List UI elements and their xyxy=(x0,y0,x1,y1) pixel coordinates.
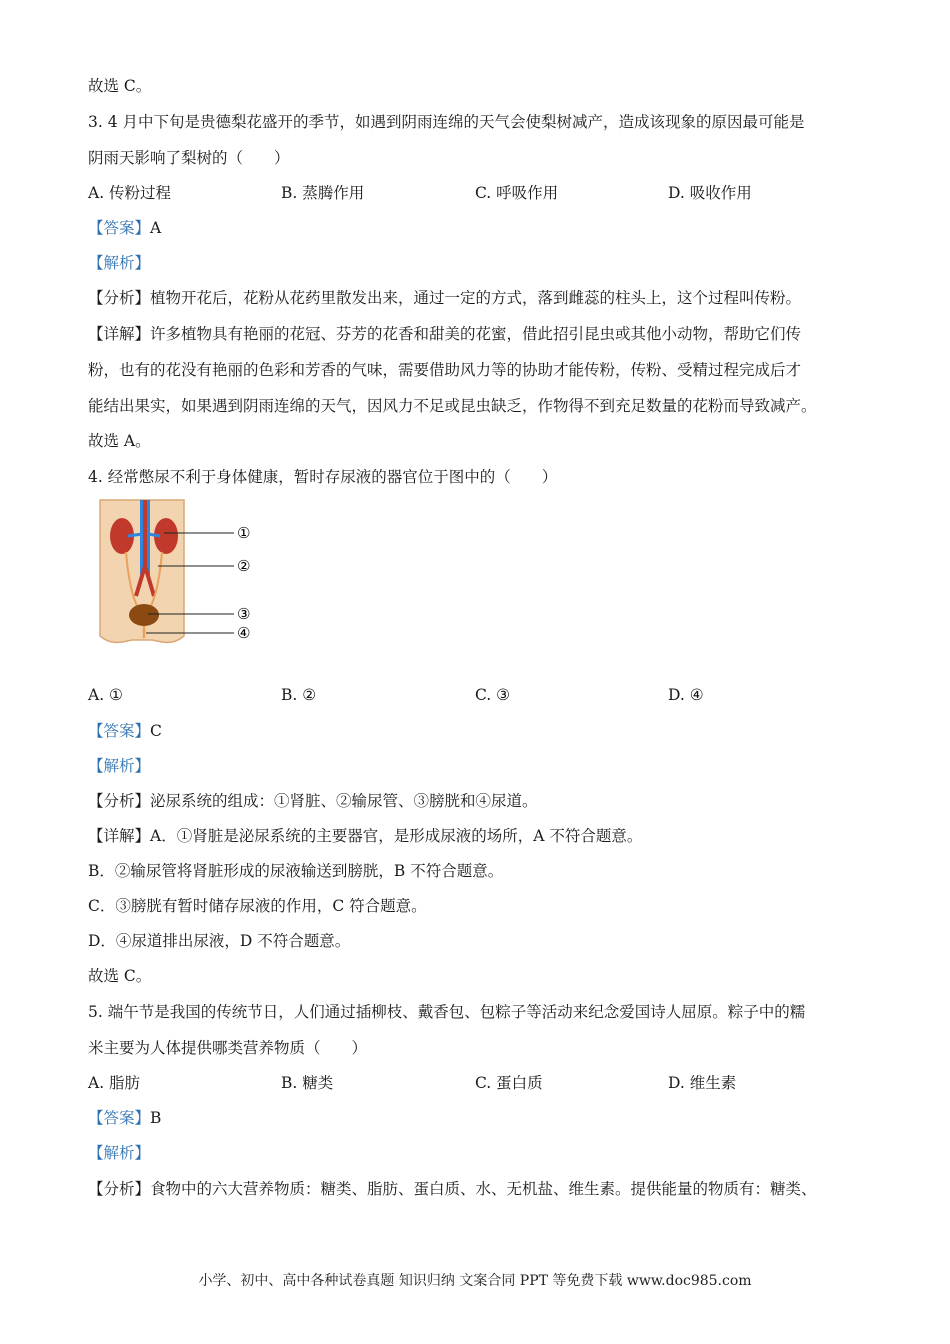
q3-fenxi xyxy=(88,288,801,308)
page-footer: 小学、初中、高中各种试卷真题 知识归纳 文案合同 PPT 等免费下载 www.doc985.com xyxy=(198,1273,752,1289)
q4-detail-b: B．②输尿管将肾脏形成的尿液输送到膀胱，B 不符合题意。 xyxy=(88,862,504,880)
q3-conclusion: 故选 A。 xyxy=(88,432,151,450)
urinary-system-diagram xyxy=(92,496,272,648)
xiangjie-text: A．①肾脏是泌尿系统的主要器官，是形成尿液的场所，A 不符合题意。 xyxy=(150,827,643,845)
q4-option-b: B. ② xyxy=(281,686,317,704)
question-5-line2: 米主要为人体提供哪类营养物质（ ） xyxy=(88,1039,368,1057)
q4-option-a: A. ① xyxy=(88,686,123,704)
bladder xyxy=(129,604,159,626)
fenxi-tag: 【分析】 xyxy=(88,1180,151,1198)
fenxi-text: 植物开花后，花粉从花药里散发出来，通过一定的方式，落到雌蕊的柱头上，这个过程叫传粉。 xyxy=(150,289,802,307)
xiangjie-tag: 【详解】 xyxy=(88,325,151,343)
answer-value: B xyxy=(150,1109,162,1127)
question-3-line2: 阴雨天影响了梨树的（ ） xyxy=(88,149,290,167)
figure-label-4: ④ xyxy=(237,624,251,642)
xiangjie-tag: 【详解】 xyxy=(88,827,151,845)
q3-option-a: A. 传粉过程 xyxy=(88,184,172,202)
q3-analysis-tag: 【解析】 xyxy=(88,254,151,272)
conclusion-q2: 故选 C。 xyxy=(88,77,152,95)
q3-option-c: C. 呼吸作用 xyxy=(475,184,559,202)
q5-option-a: A. 脂肪 xyxy=(88,1074,141,1092)
question-3-line1: 3. 4 月中下旬是贵德梨花盛开的季节，如遇到阴雨连绵的天气会使梨树减产，造成该现象的原因最可能是 xyxy=(88,113,805,131)
q3-answer xyxy=(88,218,161,238)
q4-conclusion: 故选 C。 xyxy=(88,967,152,985)
q4-option-c: C. ③ xyxy=(475,686,511,704)
answer-value: A xyxy=(150,219,162,237)
q5-fenxi xyxy=(88,1179,817,1199)
fenxi-text: 食物中的六大营养物质：糖类、脂肪、蛋白质、水、无机盐、维生素。提供能量的物质有：糖类、 xyxy=(150,1180,817,1198)
figure-label-1: ① xyxy=(237,524,251,542)
q3-xiangjie-line1 xyxy=(88,324,801,344)
q4-analysis-tag: 【解析】 xyxy=(88,757,151,775)
xiangjie-text: 许多植物具有艳丽的花冠、芬芳的花香和甜美的花蜜，借此招引昆虫或其他小动物，帮助它们传 xyxy=(150,325,802,343)
urinary-system-figure xyxy=(92,496,272,648)
q4-answer xyxy=(88,721,162,741)
fenxi-text: 泌尿系统的组成：①肾脏、②输尿管、③膀胱和④尿道。 xyxy=(150,792,538,810)
q5-analysis-tag: 【解析】 xyxy=(88,1144,151,1162)
question-4: 4. 经常憋尿不利于身体健康，暂时存尿液的器官位于图中的（ ） xyxy=(88,468,558,486)
figure-label-3: ③ xyxy=(237,605,251,623)
q4-detail-c: C．③膀胱有暂时储存尿液的作用，C 符合题意。 xyxy=(88,897,427,915)
answer-value: C xyxy=(150,722,162,740)
q5-option-b: B. 糖类 xyxy=(281,1074,334,1092)
question-5-line1: 5. 端午节是我国的传统节日，人们通过插柳枝、戴香包、包粽子等活动来纪念爱国诗人屈原。粽子中的糯 xyxy=(88,1003,806,1021)
fenxi-tag: 【分析】 xyxy=(88,289,151,307)
figure-label-2: ② xyxy=(237,557,251,575)
answer-tag: 【答案】 xyxy=(88,722,151,740)
q4-option-d: D. ④ xyxy=(668,686,704,704)
q3-option-d: D. 吸收作用 xyxy=(668,184,752,202)
q4-detail-d: D．④尿道排出尿液，D 不符合题意。 xyxy=(88,932,351,950)
q5-option-c: C. 蛋白质 xyxy=(475,1074,543,1092)
answer-tag: 【答案】 xyxy=(88,1109,151,1127)
q4-fenxi xyxy=(88,791,538,811)
q4-xiangjie xyxy=(88,826,642,846)
q5-answer xyxy=(88,1108,161,1128)
q3-xiangjie-line3: 能结出果实，如果遇到阴雨连绵的天气，因风力不足或昆虫缺乏，作物得不到充足数量的花粉而导致减产。 xyxy=(88,397,817,415)
fenxi-tag: 【分析】 xyxy=(88,792,151,810)
q5-option-d: D. 维生素 xyxy=(668,1074,737,1092)
answer-tag: 【答案】 xyxy=(88,219,151,237)
q3-xiangjie-line2: 粉，也有的花没有艳丽的色彩和芳香的气味，需要借助风力等的协助才能传粉，传粉、受精过程完成后才 xyxy=(88,361,802,379)
q3-option-b: B. 蒸腾作用 xyxy=(281,184,365,202)
